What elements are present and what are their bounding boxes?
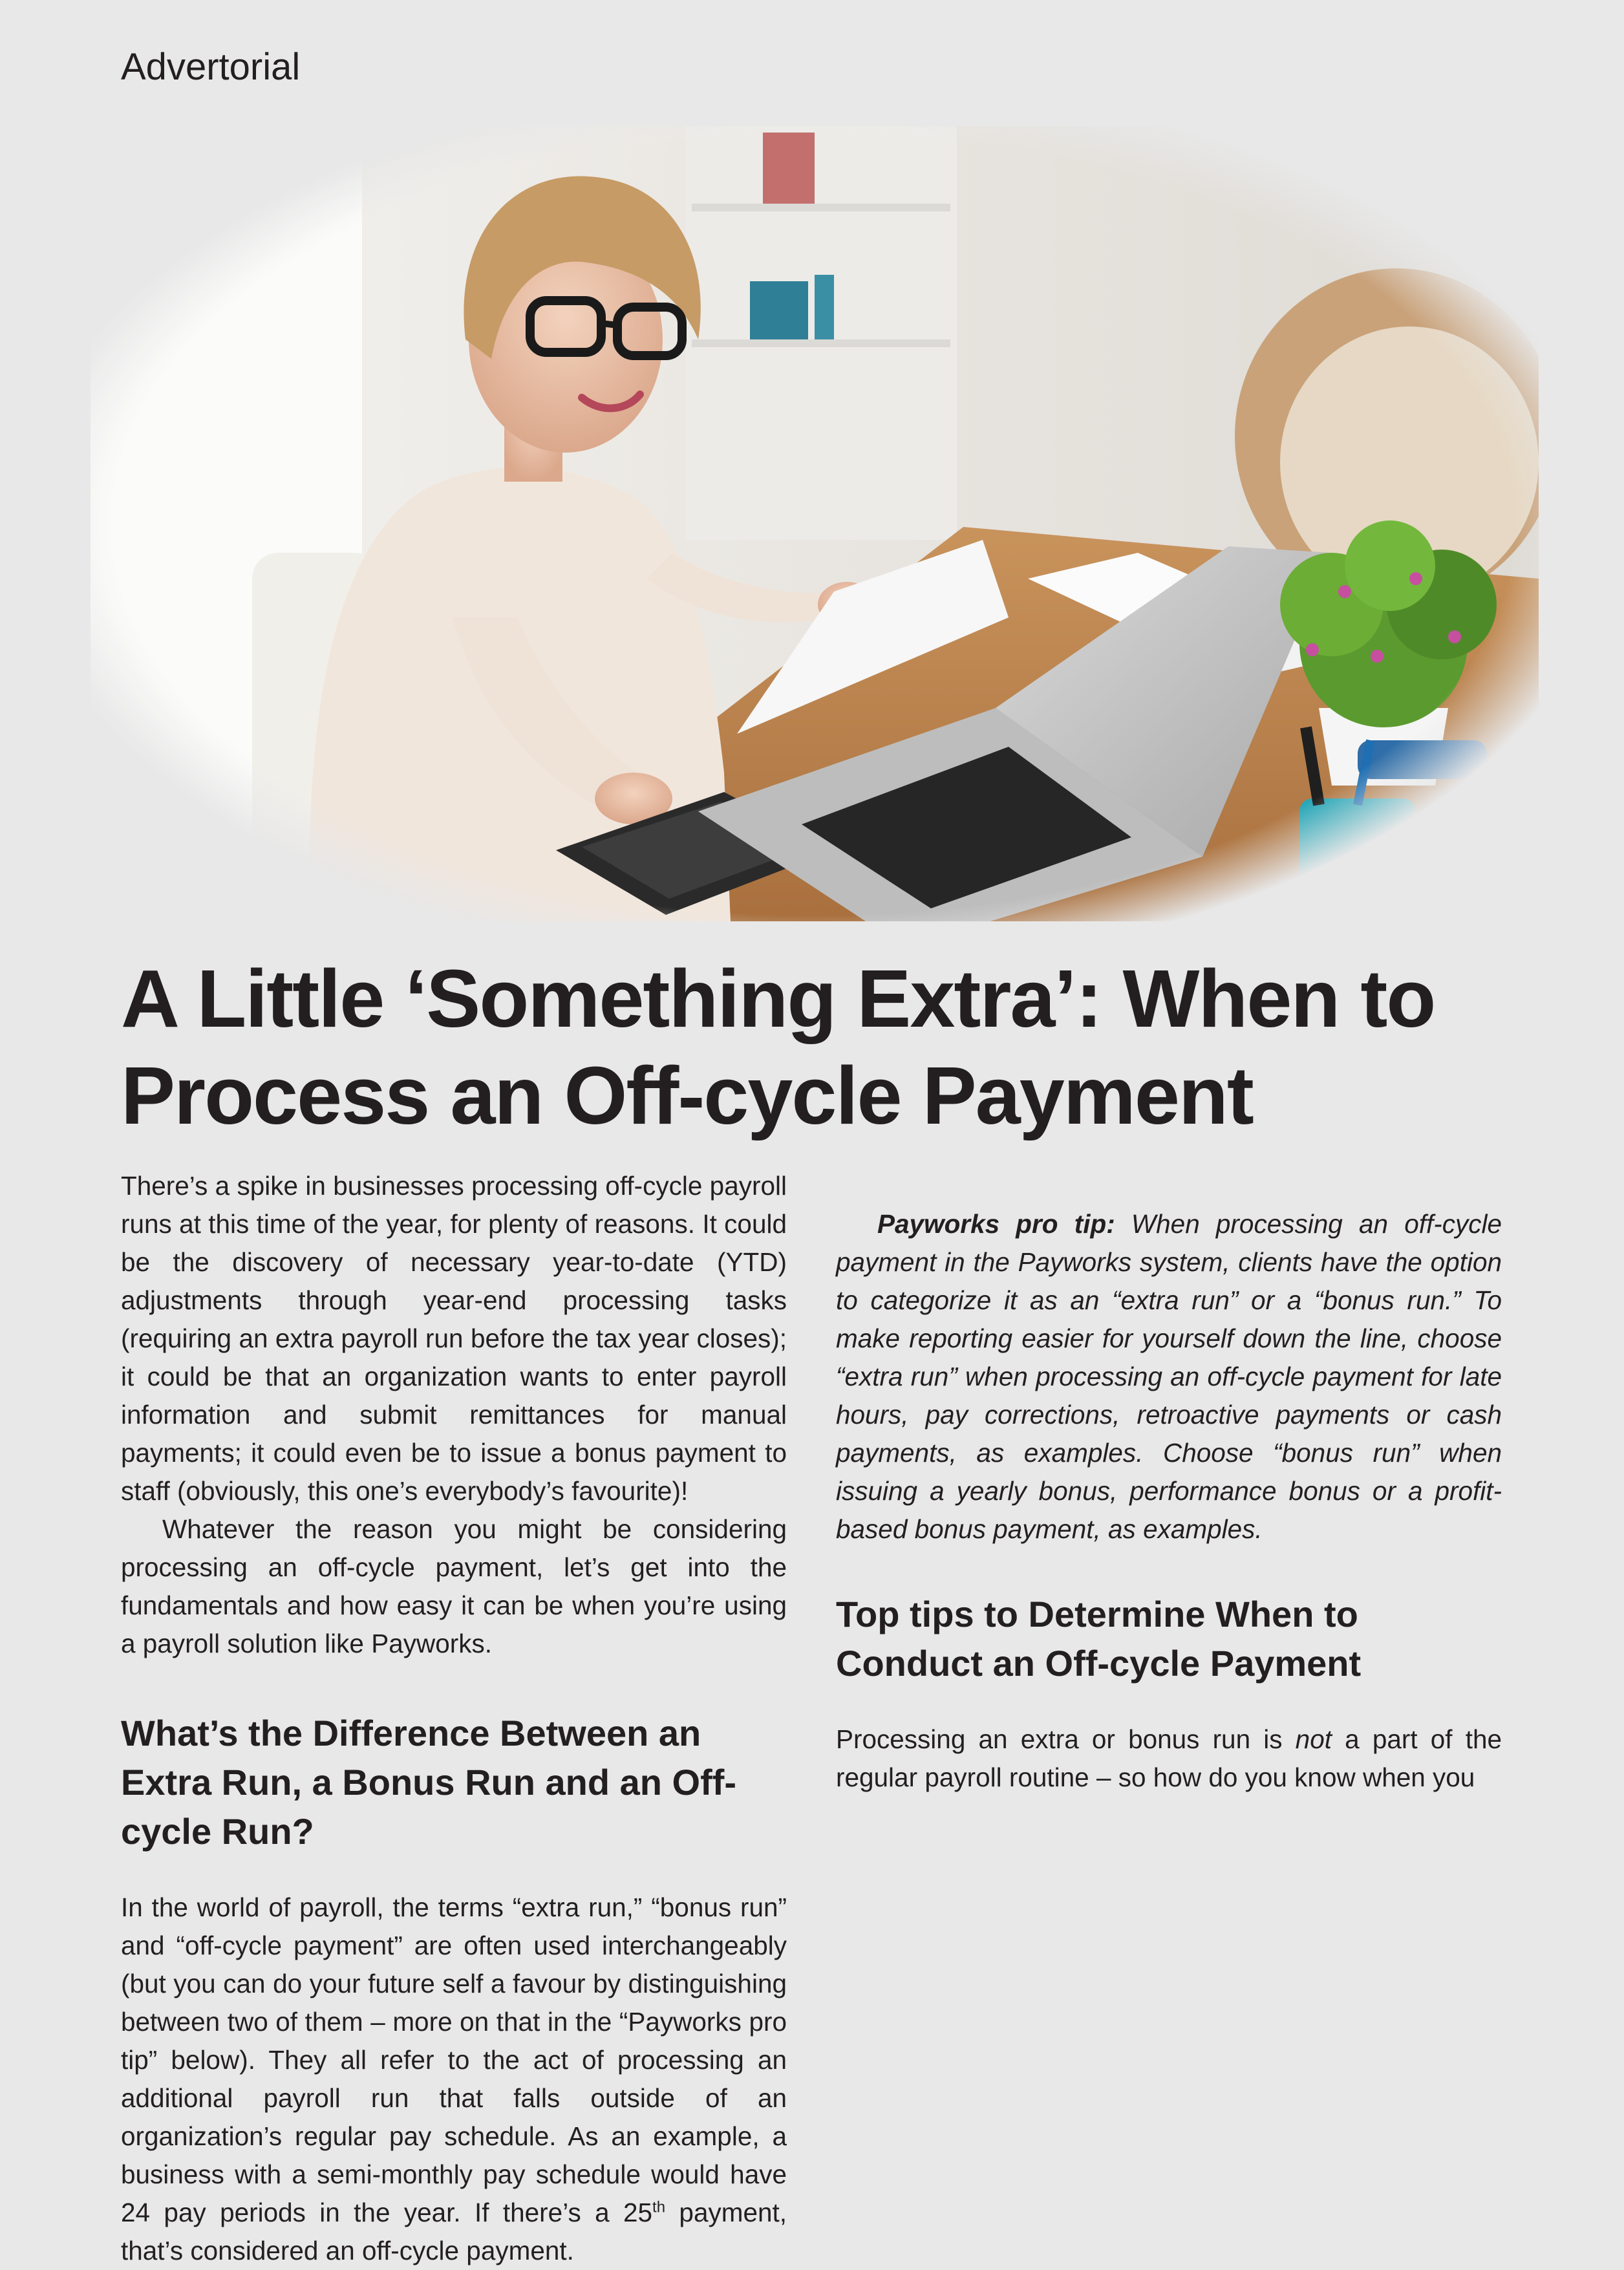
pro-tip-label: Payworks pro tip: <box>877 1209 1115 1239</box>
pro-tip-paragraph <box>836 1205 1502 1548</box>
hero-photo-illustration <box>91 126 1539 921</box>
section2-paragraph-start: Processing an extra or bonus run is <box>836 1724 1296 1754</box>
section-heading-top-tips: Top tips to Determine When to Conduct an Off-cycle Payment <box>836 1594 1362 1684</box>
pro-tip-text: When processing an off-cycle payment in the Payworks system, clients have the option to categorize it as an “extra run” or a “bonus run.” To make reporting easier for yourself down the line, choose “extra run” when processing an off-cycle payment for late hours, pay corrections, retroactive payments or cash payments, as examples. Choose “bonus run” when issuing a yearly bonus, performance bonus or a profit-based bonus payment, as examples. <box>836 1209 1502 1544</box>
article-column-left <box>121 1167 787 2270</box>
article-title: A Little ‘Something Extra’: When to Process an Off-cycle Payment <box>121 953 1435 1141</box>
intro-paragraph-2: Whatever the reason you might be considering processing an off-cycle payment, let’s get into the fundamentals and how easy it can be when you’re using a payroll solution like Payworks. <box>121 1514 787 1658</box>
section-heading-difference: What’s the Difference Between an Extra Run, a Bonus Run and an Off-cycle Run? <box>121 1713 737 1852</box>
section1-paragraph-text: In the world of payroll, the terms “extra run,” “bonus run” and “off-cycle payment” are often used interchangeably (but you can do your future self a favour by distinguishing between two of them – more on that in the “Payworks pro tip” below). They all refer to the act of processing an additional payroll run that falls outside of an organization’s regular pay schedule. As an example, a business with a semi-monthly pay schedule would have 24 pay periods in the year. If there’s a 25 <box>121 1892 787 2227</box>
section1-paragraph-end: payment, that’s considered an off-cycle payment. <box>121 2198 787 2265</box>
section1-paragraph <box>121 1889 787 2270</box>
section2-paragraph <box>836 1720 1502 1797</box>
section2-emphasis: not <box>1295 1724 1332 1754</box>
hero-photo <box>91 126 1539 921</box>
intro-paragraph-1: There’s a spike in businesses processing off-cycle payroll runs at this time of the year, for plenty of reasons. It could be the discovery of necessary year-to-date (YTD) adjustments through year-end processing tasks (requiring an extra payroll run before the tax year closes); it could be that an organization wants to enter payroll information and submit remittances for manual payments; it could even be to issue a bonus payment to staff (obviously, this one’s everybody’s favourite)! <box>121 1171 787 1506</box>
article-column-right <box>836 1167 1502 1797</box>
ordinal-suffix: th <box>652 2198 666 2216</box>
section2-paragraph-end: a part of the regular payroll routine – so how do you know when you <box>836 1724 1502 1792</box>
section-label: Advertorial <box>121 46 301 88</box>
